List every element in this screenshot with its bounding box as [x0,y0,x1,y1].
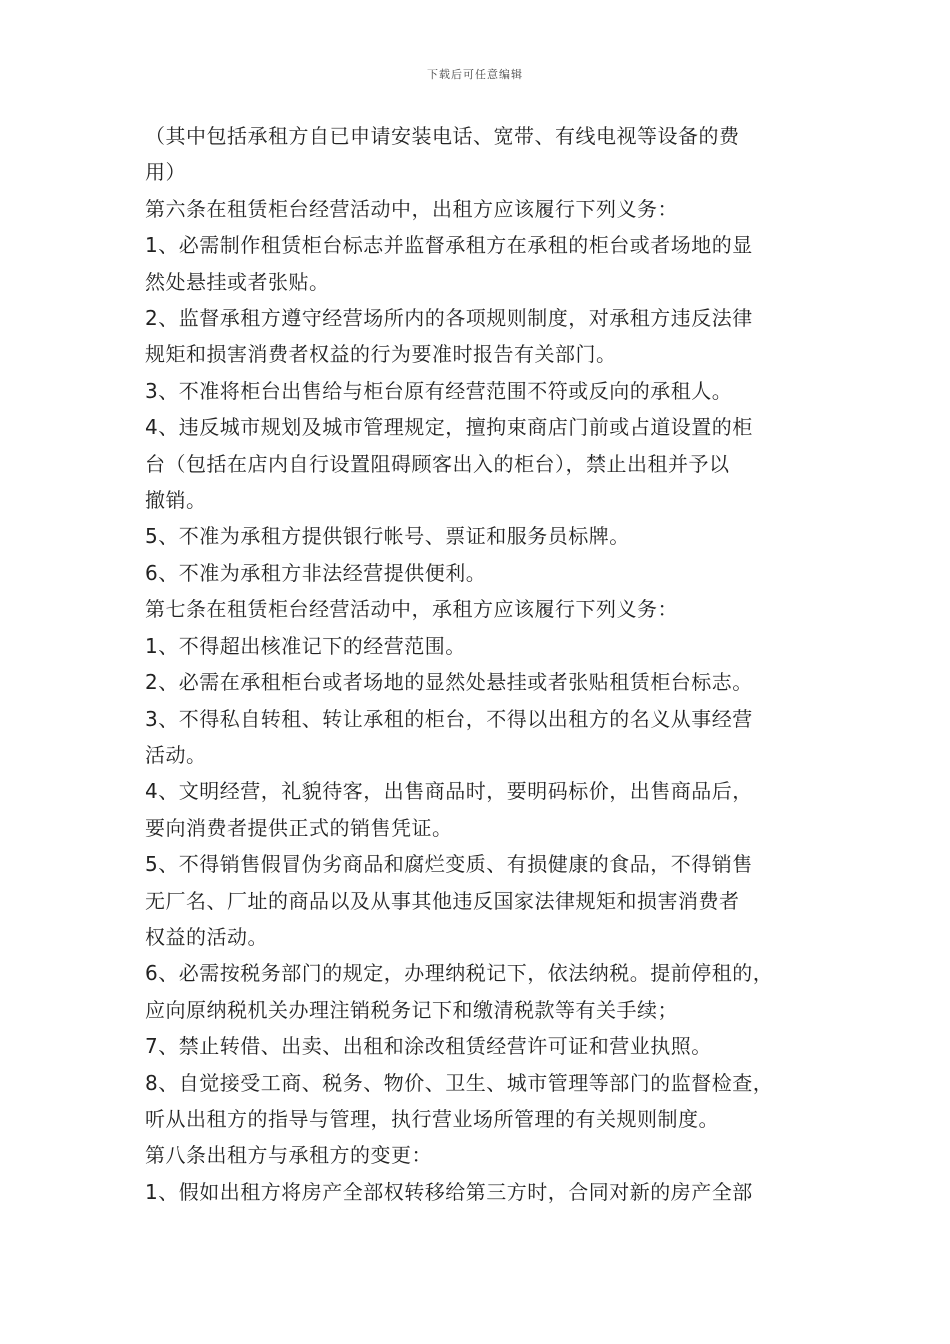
header-note: 下载后可任意编辑 [427,68,523,81]
document-line: 2、监督承租方遵守经营场所内的各项规则制度，对承租方违反法律 [145,306,753,331]
document-line: （其中包括承租方自已申请安装电话、宽带、有线电视等设备的费 [145,124,740,148]
document-line: 第七条在租赁柜台经营活动中，承租方应该履行下列义务： [145,597,678,622]
document-line: 1、不得超出核准记下的经营范围。 [145,633,466,658]
document-line: 1、必需制作租赁柜台标志并监督承租方在承租的柜台或者场地的显 [145,233,753,258]
document-line: 4、违反城市规划及城市管理规定，擅拘束商店门前或占道设置的柜 [145,415,753,440]
document-line: 无厂名、厂址的商品以及从事其他违反国家法律规矩和损害消费者 [145,888,740,913]
document-line: 3、不准将柜台出售给与柜台原有经营范围不符或反向的承租人。 [145,378,733,403]
document-line: 4、文明经营，礼貌待客，出售商品时，要明码标价，出售商品后， [145,779,753,804]
document-line: 第八条出租方与承租方的变更： [145,1143,432,1168]
document-line: 活动。 [145,742,207,767]
document-line: 第六条在租赁柜台经营活动中，出租方应该履行下列义务： [145,196,678,221]
document-line: 5、不准为承租方提供银行帐号、票证和服务员标牌。 [145,524,630,549]
document-line: 7、禁止转借、出卖、出租和涂改租赁经营许可证和营业执照。 [145,1034,712,1059]
document-line: 权益的活动。 [145,924,268,949]
document-line: 应向原纳税机关办理注销税务记下和缴清税款等有关手续； [145,997,678,1022]
document-line: 规矩和损害消费者权益的行为要准时报告有关部门。 [145,342,617,367]
document-line: 5、不得销售假冒伪劣商品和腐烂变质、有损健康的食品，不得销售 [145,852,753,877]
document-line: 听从出租方的指导与管理，执行营业场所管理的有关规则制度。 [145,1106,719,1131]
document-line: 撤销。 [145,488,207,513]
document-line: 1、假如出租方将房产全部权转移给第三方时，合同对新的房产全部 [145,1179,753,1204]
document-line: 6、必需按税务部门的规定，办理纳税记下，依法纳税。提前停租的， [145,961,774,986]
document-body [145,118,825,1210]
document-line: 8、自觉接受工商、税务、物价、卫生、城市管理等部门的监督检查， [145,1070,774,1095]
document-line: 2、必需在承租柜台或者场地的显然处悬挂或者张贴租赁柜台标志。 [145,670,753,695]
document-line: 然处悬挂或者张贴。 [145,269,330,294]
document-line: 用） [145,160,186,185]
document-line: 要向消费者提供正式的销售凭证。 [145,815,453,840]
document-line: 3、不得私自转租、转让承租的柜台，不得以出租方的名义从事经营 [145,706,753,731]
document-line: 台（包括在店内自行设置阻碍顾客出入的柜台），禁止出租并予以 [145,451,730,476]
document-line: 6、不准为承租方非法经营提供便利。 [145,560,487,585]
